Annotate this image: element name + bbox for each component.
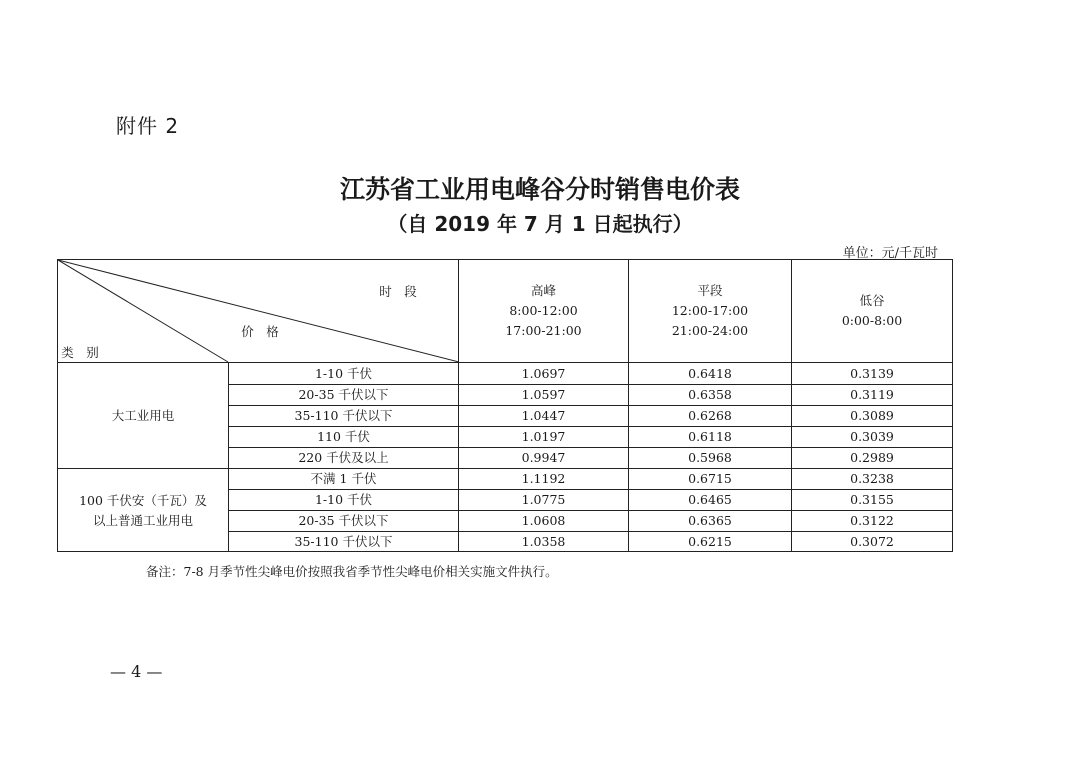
category-large-industrial: 大工业用电 <box>111 407 175 423</box>
peak-price-cell: 1.0197 <box>521 429 566 444</box>
voltage-cell: 220 千伏及以上 <box>298 450 389 465</box>
valley-price-cell: 0.3119 <box>850 387 894 402</box>
category-line: 100 千伏安（千瓦）及 <box>79 492 207 508</box>
flat-price-cell: 0.6365 <box>688 513 732 528</box>
voltage-cell: 1-10 千伏 <box>314 365 373 381</box>
peak-price-cell: 1.0358 <box>521 534 566 549</box>
column-header-flat <box>629 260 791 362</box>
valley-price-cell: 0.3072 <box>850 534 894 549</box>
peak-price-cell: 1.0447 <box>521 408 566 423</box>
valley-price-cell: 0.3089 <box>850 408 894 423</box>
peak-price-cell: 1.0697 <box>521 365 566 381</box>
voltage-cell: 不满 1 千伏 <box>310 471 377 486</box>
column-name: 高峰 <box>530 283 556 298</box>
flat-price-cell: 0.6268 <box>688 408 732 423</box>
flat-price-cell: 0.6418 <box>688 365 732 381</box>
voltage-cell: 20-35 千伏以下 <box>298 513 389 528</box>
flat-price-cell: 0.6215 <box>688 534 732 549</box>
valley-price-cell: 0.3139 <box>850 365 894 381</box>
column-name: 低谷 <box>859 293 885 308</box>
voltage-cell: 35-110 千伏以下 <box>294 534 393 549</box>
peak-price-cell: 1.0608 <box>521 513 566 528</box>
column-time-range: 8:00-12:00 <box>509 303 578 318</box>
corner-time-label: 时 段 <box>379 284 417 299</box>
corner-category-label: 类 别 <box>61 345 99 360</box>
price-table <box>57 259 953 552</box>
valley-price-cell: 0.3039 <box>850 429 894 444</box>
document-title: 江苏省工业用电峰谷分时销售电价表 <box>339 175 740 204</box>
attachment-label: 附件 2 <box>116 114 180 138</box>
valley-price-cell: 0.2989 <box>850 450 894 465</box>
column-time-range: 21:00-24:00 <box>671 323 749 338</box>
voltage-cell: 1-10 千伏 <box>314 492 373 507</box>
peak-price-cell: 1.0775 <box>521 492 566 507</box>
flat-price-cell: 0.6118 <box>688 429 732 444</box>
column-header-valley <box>792 260 952 362</box>
column-name: 平段 <box>697 283 723 298</box>
column-header-peak <box>459 260 628 362</box>
peak-price-cell: 1.1192 <box>521 471 566 486</box>
voltage-cell: 35-110 千伏以下 <box>294 408 393 423</box>
column-time-range: 17:00-21:00 <box>505 323 582 338</box>
header-diagonal-lines <box>58 260 459 363</box>
valley-price-cell: 0.3122 <box>850 513 894 528</box>
unit-label: 单位：元/千瓦时 <box>842 246 938 261</box>
page-number: — 4 — <box>110 662 163 681</box>
peak-price-cell: 0.9947 <box>521 450 566 465</box>
flat-price-cell: 0.5968 <box>688 450 732 465</box>
document-subtitle: （自 2019 年 7 月 1 日起执行） <box>387 212 693 236</box>
flat-price-cell: 0.6358 <box>688 387 732 402</box>
voltage-cell: 20-35 千伏以下 <box>298 387 389 402</box>
valley-price-cell: 0.3155 <box>850 492 894 507</box>
flat-price-cell: 0.6465 <box>688 492 732 507</box>
peak-price-cell: 1.0597 <box>521 387 566 402</box>
category-line: 以上普通工业用电 <box>92 512 193 528</box>
column-time-range: 12:00-17:00 <box>671 303 749 318</box>
corner-price-label: 价 格 <box>241 324 279 339</box>
voltage-cell: 110 千伏 <box>317 429 370 444</box>
flat-price-cell: 0.6715 <box>688 471 732 486</box>
column-time-range: 0:00-8:00 <box>841 313 903 328</box>
footnote: 备注：7-8 月季节性尖峰电价按照我省季节性尖峰电价相关实施文件执行。 <box>146 564 558 579</box>
category-general-industrial <box>58 469 228 552</box>
valley-price-cell: 0.3238 <box>850 471 894 486</box>
